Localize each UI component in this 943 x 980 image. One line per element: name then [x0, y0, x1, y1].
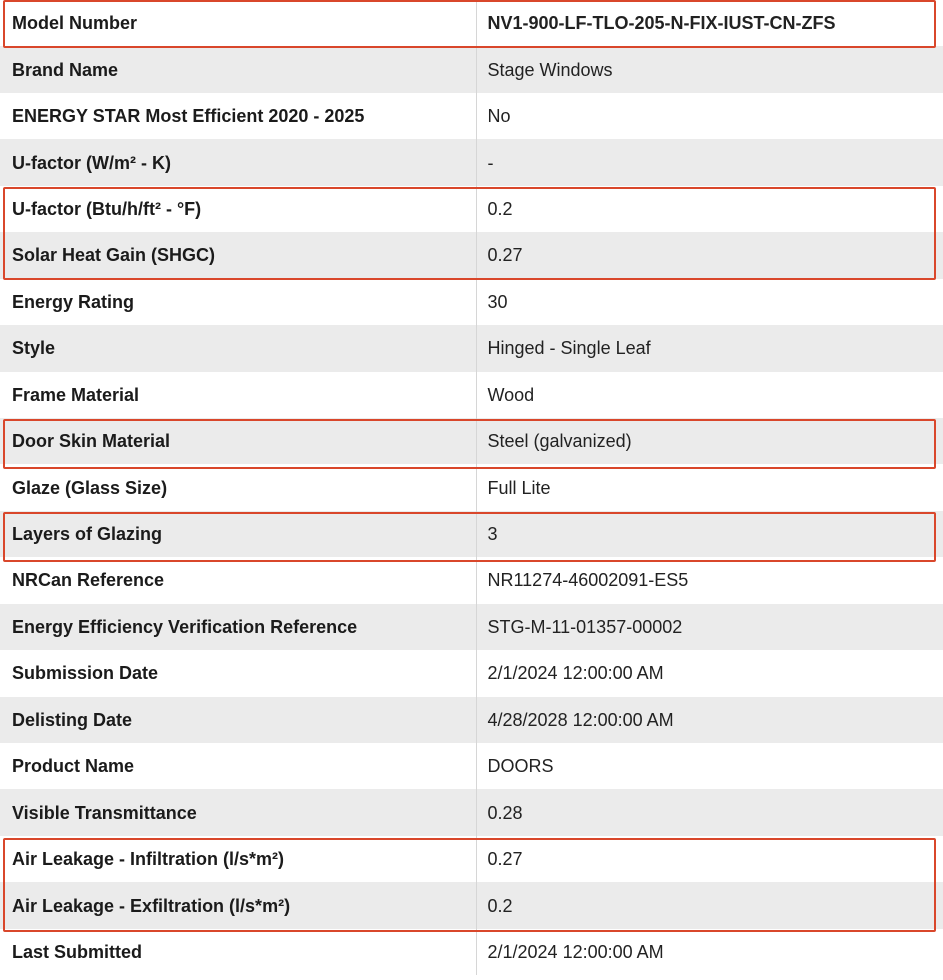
row-value: 30	[476, 279, 943, 325]
row-delisting-date	[0, 697, 943, 743]
row-label: NRCan Reference	[0, 557, 476, 603]
row-label: Delisting Date	[0, 697, 476, 743]
row-frame-material	[0, 372, 943, 418]
row-model-number	[0, 0, 943, 46]
row-value: Stage Windows	[476, 46, 943, 92]
row-value: 0.28	[476, 789, 943, 835]
row-value: 4/28/2028 12:00:00 AM	[476, 697, 943, 743]
row-label: Glaze (Glass Size)	[0, 464, 476, 510]
row-brand-name	[0, 46, 943, 92]
row-submission-date	[0, 650, 943, 696]
row-label: Air Leakage - Exfiltration (l/s*m²)	[0, 882, 476, 928]
row-value: NV1-900-LF-TLO-205-N-FIX-IUST-CN-ZFS	[476, 0, 943, 46]
row-value: Hinged - Single Leaf	[476, 325, 943, 371]
row-value: Full Lite	[476, 464, 943, 510]
row-value: 0.2	[476, 186, 943, 232]
row-value: No	[476, 93, 943, 139]
row-value: Steel (galvanized)	[476, 418, 943, 464]
row-air-leakage-exfiltration	[0, 882, 943, 928]
row-u-factor-metric	[0, 139, 943, 185]
row-value: 0.2	[476, 882, 943, 928]
row-label: Energy Rating	[0, 279, 476, 325]
row-label: ENERGY STAR Most Efficient 2020 - 2025	[0, 93, 476, 139]
row-label: Door Skin Material	[0, 418, 476, 464]
row-label: Submission Date	[0, 650, 476, 696]
row-last-submitted	[0, 929, 943, 975]
row-label: U-factor (Btu/h/ft² - °F)	[0, 186, 476, 232]
row-value: 3	[476, 511, 943, 557]
row-value: STG-M-11-01357-00002	[476, 604, 943, 650]
row-layers-of-glazing	[0, 511, 943, 557]
row-label: Visible Transmittance	[0, 789, 476, 835]
row-label: Solar Heat Gain (SHGC)	[0, 232, 476, 278]
row-label: Energy Efficiency Verification Reference	[0, 604, 476, 650]
row-energy-rating	[0, 279, 943, 325]
row-label: Brand Name	[0, 46, 476, 92]
row-u-factor-imperial	[0, 186, 943, 232]
row-value: 2/1/2024 12:00:00 AM	[476, 650, 943, 696]
row-value: 0.27	[476, 232, 943, 278]
row-air-leakage-infiltration	[0, 836, 943, 882]
row-value: 2/1/2024 12:00:00 AM	[476, 929, 943, 975]
row-energy-star-most-efficient	[0, 93, 943, 139]
row-label: Last Submitted	[0, 929, 476, 975]
row-value: -	[476, 139, 943, 185]
row-value: 0.27	[476, 836, 943, 882]
row-door-skin-material	[0, 418, 943, 464]
row-value: NR11274-46002091-ES5	[476, 557, 943, 603]
row-label: Model Number	[0, 0, 476, 46]
row-visible-transmittance	[0, 789, 943, 835]
row-label: Layers of Glazing	[0, 511, 476, 557]
row-label: Frame Material	[0, 372, 476, 418]
row-verification-reference	[0, 604, 943, 650]
row-value: Wood	[476, 372, 943, 418]
row-product-name	[0, 743, 943, 789]
row-style	[0, 325, 943, 371]
row-label: U-factor (W/m² - K)	[0, 139, 476, 185]
row-value: DOORS	[476, 743, 943, 789]
row-label: Style	[0, 325, 476, 371]
row-label: Air Leakage - Infiltration (l/s*m²)	[0, 836, 476, 882]
row-glaze-glass-size	[0, 464, 943, 510]
row-label: Product Name	[0, 743, 476, 789]
row-nrcan-reference	[0, 557, 943, 603]
row-solar-heat-gain	[0, 232, 943, 278]
